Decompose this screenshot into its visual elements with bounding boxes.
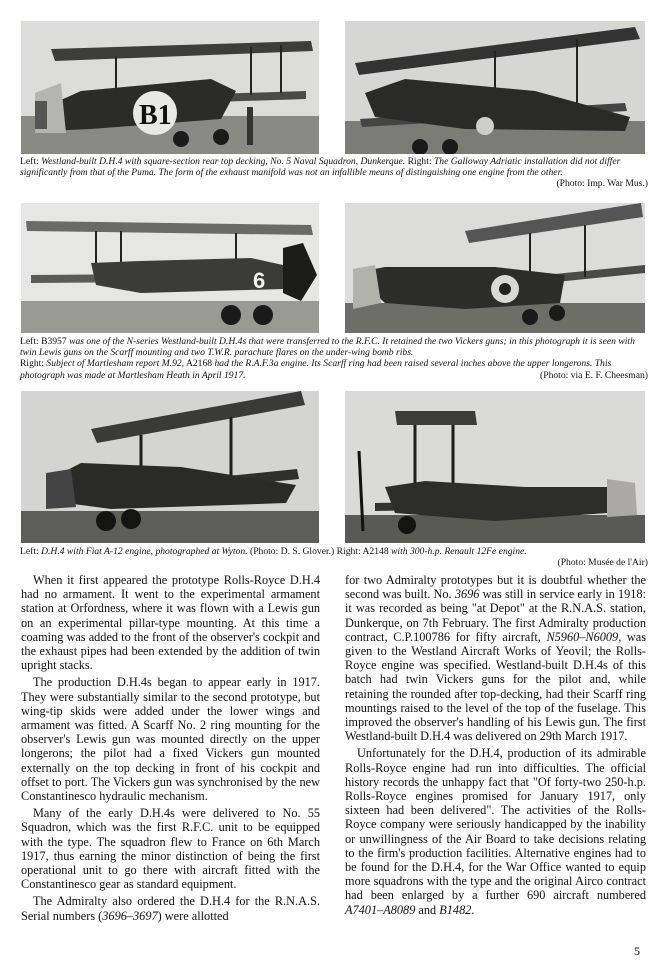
photo-galloway-adriatic [345,21,645,154]
photo-b3957 [21,203,319,333]
photo-a2168 [345,203,645,333]
photo-credit: (Photo: Imp. War Mus.) [556,178,648,190]
biplane-illustration [345,391,645,543]
photo-dh4-fiat [21,391,319,543]
biplane-illustration [345,21,645,154]
paragraph: Unfortunately for the D.H.4, production of its admirable Rolls-Royce engine had run into difficulties. The official history records the unhappy fact that "Of forty-two 250-h.p. Rolls-Royce engines promised for January 1917, only sixteen had been delivered". The activities of the Rolls-Royce company were seriously handicapped by the inability or unwillingness of the Air Board to take decisions relating to the firm's production facilities. Alternative engines had to be found for the D.H.4, for the War Office wanted to equip more squadrons with the type and the original Airco contract had been enlarged by a further 690 aircraft numbered A7401–A8089 and B1482. [345,746,646,917]
paragraph: for two Admiralty prototypes but it is doubtful whether the second was built. No. 3696 was still in service early in 1918: it was recorded as being "at Depot" at the R.N.A.S. station, Dunkerque, on 7th February. The first Admiralty production contract, C.P.100786 for fifty aircraft, N5960–N6009, was given to the Westland Aircraft Works of Yeovil; the Rolls-Royce engine was specified. Westland-built D.H.4s of this batch had twin Vickers guns for the pilot and, while retaining the rounded after top-decking, had their Scarff ring mountings raised to the level of the top of the fuselage. This improved the observer's handling of his Lewis gun. The first Westland-built D.H.4 was delivered on 29th March 1917. [345,573,646,744]
caption-label: Right: [20,358,44,370]
caption-text: D.H.4 with Fiat A-12 engine, photographed at Wyton. [41,546,248,557]
caption-text: Subject of Martlesham report M.92, [46,358,185,370]
photo-credit: (Photo: Musée de l'Air) [557,557,648,569]
caption-serial: B3957 [41,336,67,347]
caption-label: Left: [20,336,39,347]
biplane-illustration [345,203,645,333]
caption-text: Westland-built D.H.4 with square-section rear top decking, No. 5 Naval Squadron, Dunkerque. [41,156,406,167]
caption-serial: A2168 [185,358,213,370]
photo-westland-dh4-b1 [21,21,319,154]
paragraph: The production D.H.4s began to appear early in 1917. They were substantially similar to the second prototype, but wing-tip skids were added under the lower wings and armament was fitted. A Scarff No. 2 ring mounting for the observer's Lewis gun was mounted directly on the upper longerons; the pilot had a fixed Vickers gun mounted externally on the top decking in front of his cockpit and offset to port. The Vickers gun was synchronised by the new Constantinesco hydraulic mechanism. [21,675,320,804]
paragraph: Many of the early D.H.4s were delivered to No. 55 Squadron, which was the first R.F.C. unit to be equipped with the type. The squadron flew to France on 6th March 1917, thus earning the minor distinction of being the first operational unit to go there with aircraft fitted with the Constantinesco gear as standard equipment. [21,806,320,892]
caption-label: Left: [20,546,39,557]
caption-row-2 [20,336,648,381]
caption-text: with 300-h.p. Renault 12Fe engine. [391,546,527,557]
caption-text: had the R.A.F.3a engine. Its Scarff ring had been raised several inches above the upper longerons. This photograph was made at Martlesham Heath in April 1917. [20,358,612,381]
aircraft-marking: B1 [139,100,172,131]
caption-label: Right: [407,156,432,167]
biplane-illustration [21,203,319,333]
aircraft-marking: 6 [253,268,266,293]
photo-credit: (Photo: via E. F. Cheesman) [540,369,648,381]
caption-label: Right: [336,546,361,557]
caption-row-1 [20,156,648,190]
biplane-illustration [21,21,319,154]
paragraph: The Admiralty also ordered the D.H.4 for the R.N.A.S. Serial numbers (3696–3697) were allotted [21,894,320,923]
paragraph: When it first appeared the prototype Rolls-Royce D.H.4 had no armament. It went to the experimental armament station at Orfordness, where it was flown with a Lewis gun on an experimental pillar-type mounting. At this time a coaming was added to the front of the observer's cockpit and the exhaust pipes had been extended by the addition of twin upright stacks. [21,573,320,673]
body-column-right [345,573,646,920]
caption-text: was one of the N-series Westland-built D.H.4s that were transferred to the R.F.C. It retained the two Vickers guns; in this photograph it is seen with twin Lewis guns on the Scarff mounting and two T.W.R. parachute flares on the under-wing bomb ribs. [20,336,635,359]
photo-credit: (Photo: D. S. Glover.) [250,546,335,557]
caption-serial: A2148 [362,546,389,557]
body-column-left [21,573,320,926]
page-number: 5 [634,944,640,958]
caption-text: The Galloway Adriatic installation did not differ significantly from that of the Puma. The form of the exhaust manifold was not an infallible means of distinguishing one engine from the other. [20,156,621,179]
caption-label: Left: [20,156,39,167]
photo-a2148-renault [345,391,645,543]
biplane-illustration [21,391,319,543]
caption-row-3 [20,546,648,568]
